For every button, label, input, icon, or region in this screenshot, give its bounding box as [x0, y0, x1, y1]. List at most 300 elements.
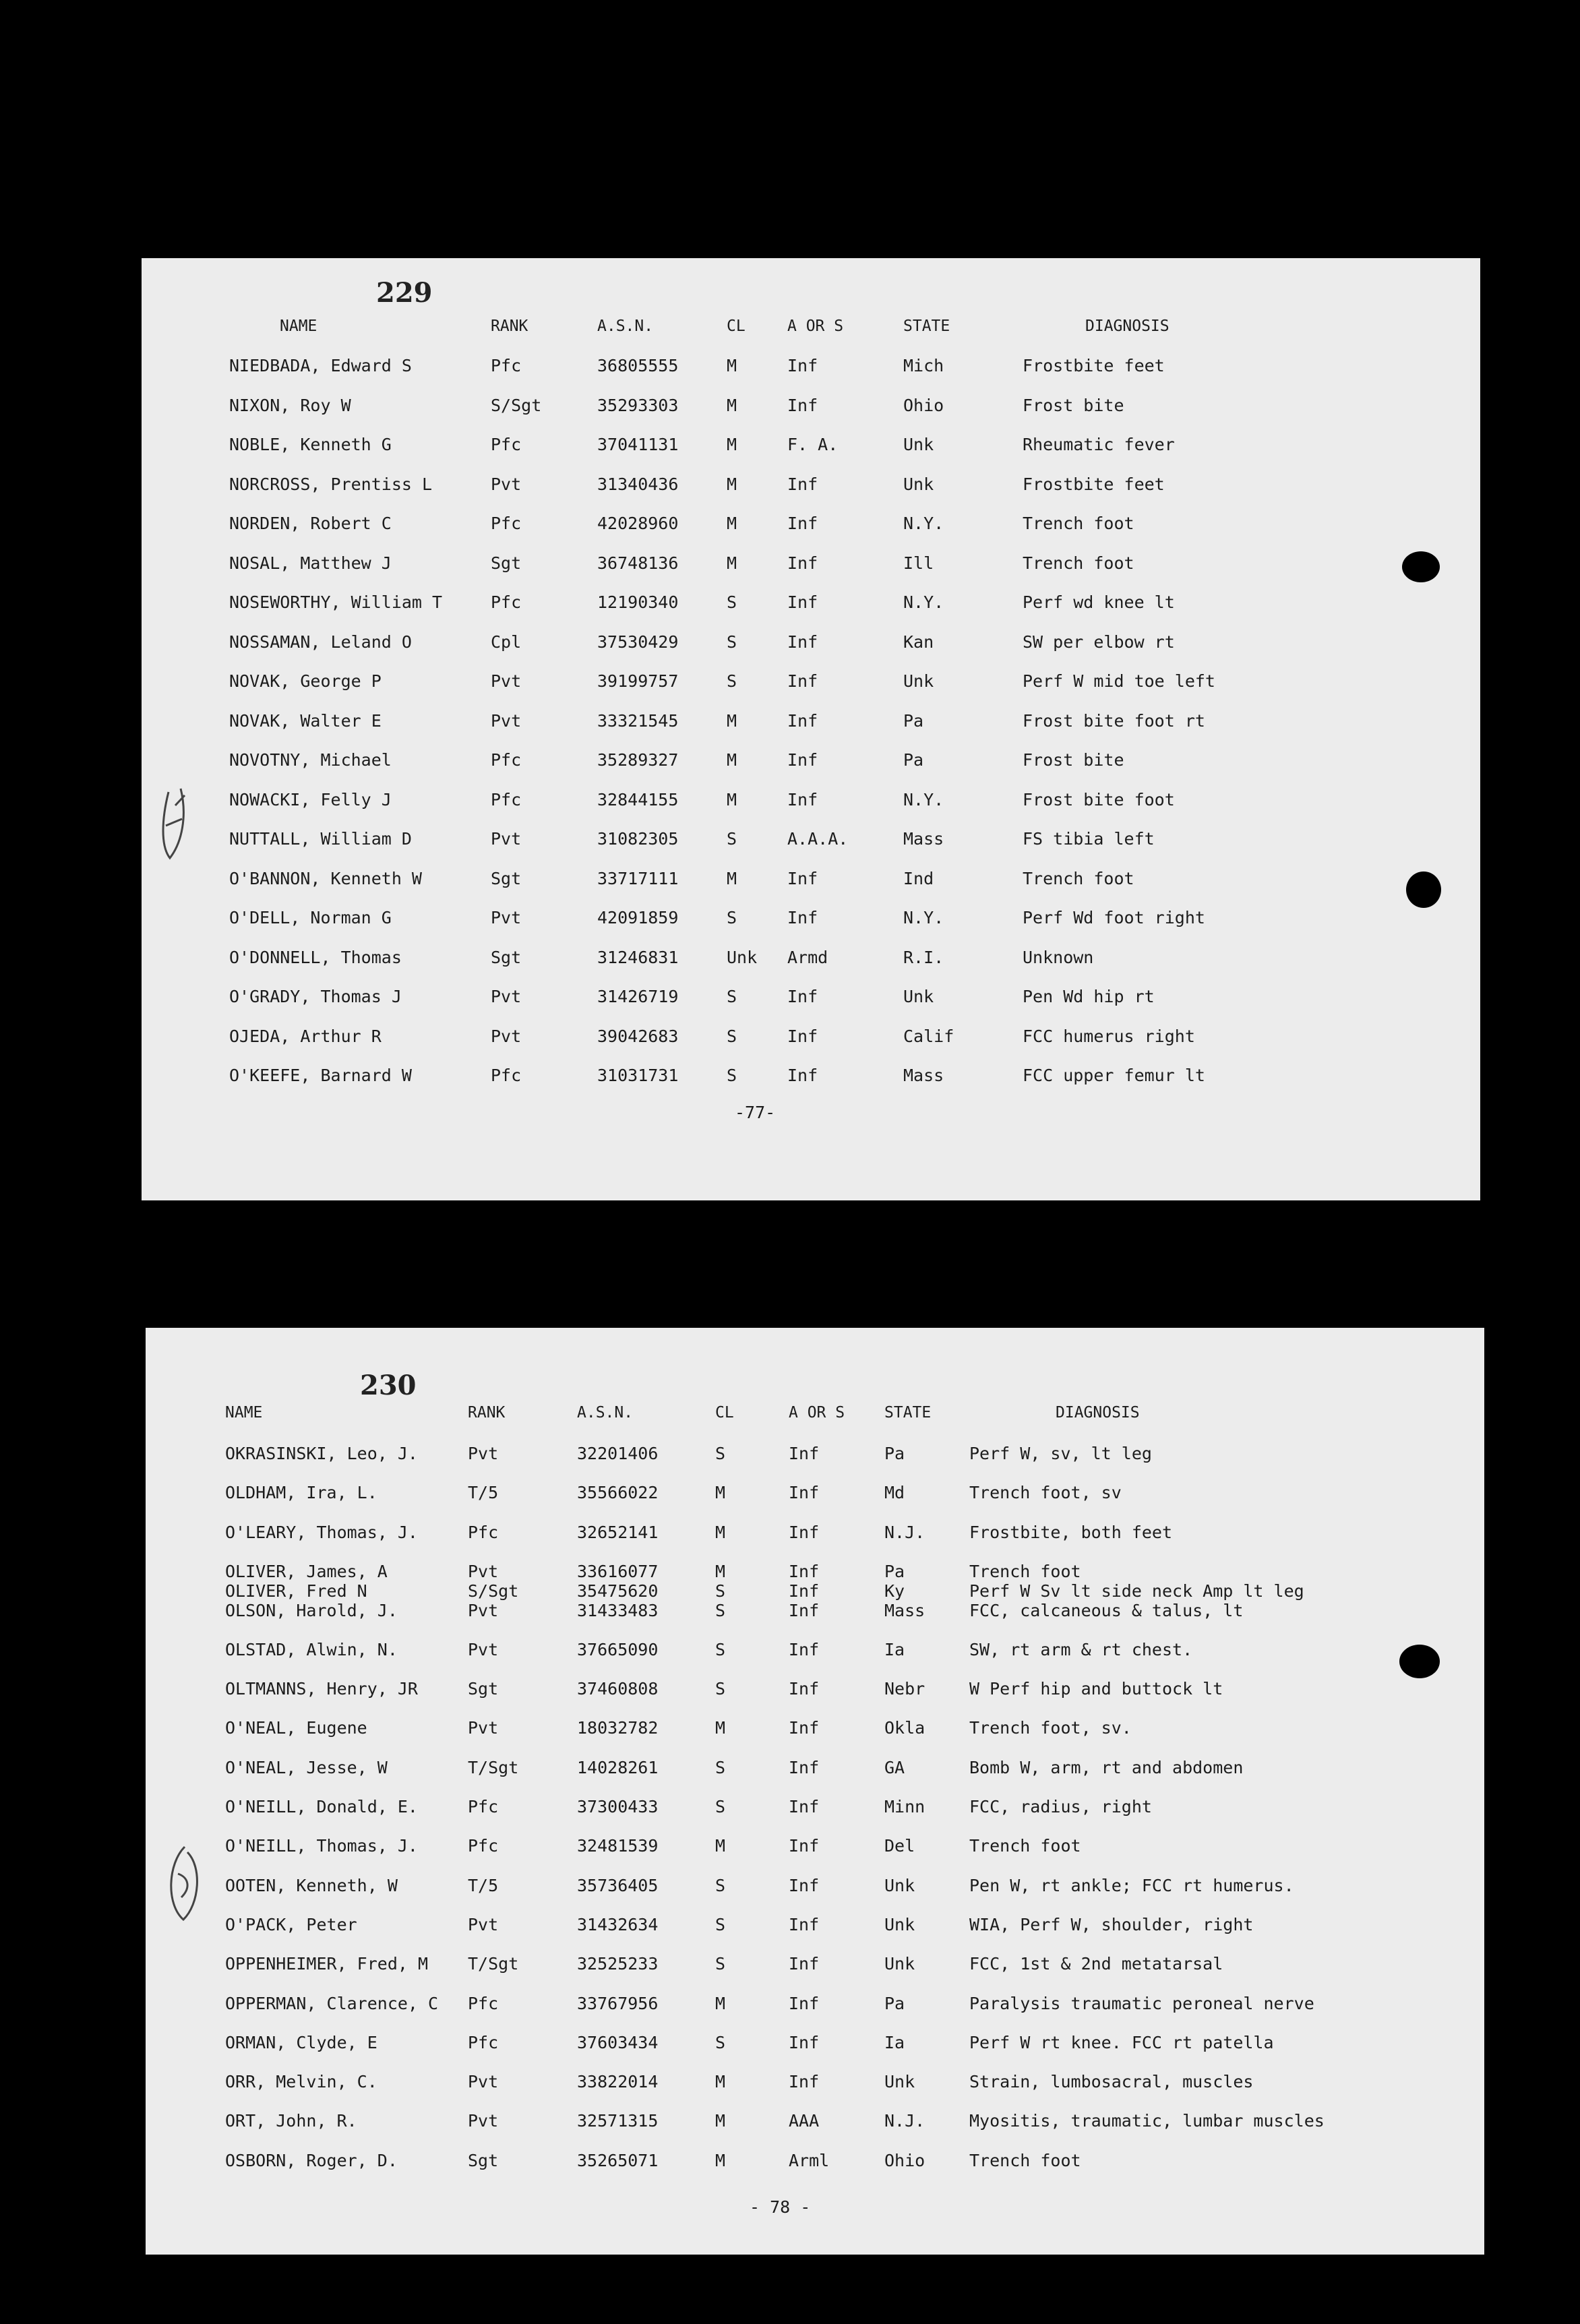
- cell-aors: Inf: [787, 868, 818, 888]
- cell-diagnosis: Perf W Sv lt side neck Amp lt leg: [969, 1581, 1304, 1601]
- table-row: [142, 514, 1480, 534]
- cell-aors: Inf: [789, 1679, 820, 1699]
- cell-rank: Pvt: [491, 908, 522, 927]
- card-number: 230: [360, 1370, 417, 1401]
- table-row: [146, 1679, 1484, 1699]
- table-row: [146, 1581, 1484, 1601]
- cell-rank: Pfc: [491, 356, 522, 375]
- table-row: [142, 1066, 1480, 1086]
- header-rank: RANK: [491, 317, 528, 335]
- table-row: [142, 396, 1480, 416]
- cell-diagnosis: Frost bite foot rt: [1023, 710, 1205, 731]
- cell-diagnosis: Trench foot: [969, 1561, 1081, 1581]
- cell-asn: 42091859: [597, 908, 679, 927]
- cell-name: OLSON, Harold, J.: [225, 1600, 398, 1620]
- cell-state: Nebr: [884, 1679, 925, 1699]
- cell-asn: 42028960: [597, 514, 679, 533]
- cell-name: OLDHAM, Ira, L.: [225, 1483, 377, 1503]
- cell-diagnosis: SW, rt arm & rt chest.: [969, 1639, 1193, 1659]
- table-row: [142, 711, 1480, 731]
- cell-state: Ill: [903, 553, 934, 573]
- header-cl: CL: [727, 317, 746, 335]
- cell-asn: 32571315: [577, 2111, 659, 2131]
- cell-rank: Pvt: [468, 1444, 499, 1463]
- cell-aors: Inf: [789, 1875, 820, 1895]
- cell-cl: M: [715, 2150, 726, 2170]
- cell-cl: S: [715, 1444, 726, 1463]
- cell-aors: Inf: [789, 1914, 820, 1934]
- cell-aors: Inf: [789, 1522, 820, 1542]
- table-row: [146, 1562, 1484, 1582]
- cell-cl: M: [727, 474, 737, 494]
- cell-diagnosis: Frost bite foot: [1023, 789, 1175, 809]
- cell-cl: S: [715, 1639, 726, 1659]
- cell-name: NOSAL, Matthew J: [229, 553, 392, 573]
- cell-state: Mass: [903, 829, 944, 849]
- cell-asn: 33321545: [597, 710, 679, 731]
- cell-rank: Cpl: [491, 632, 522, 652]
- cell-state: Unk: [903, 671, 934, 691]
- table-row: [142, 632, 1480, 652]
- cell-asn: 37300433: [577, 1797, 659, 1816]
- cell-cl: S: [715, 1581, 726, 1601]
- card-number: 229: [376, 277, 433, 309]
- cell-rank: Pvt: [491, 474, 522, 494]
- cell-cl: S: [727, 1026, 737, 1046]
- table-row: [146, 1797, 1484, 1817]
- cell-name: NIEDBADA, Edward S: [229, 356, 412, 375]
- table-row: [146, 1954, 1484, 1974]
- cell-state: N.J.: [884, 2111, 925, 2131]
- header-name: NAME: [225, 1404, 263, 1421]
- cell-name: NIXON, Roy W: [229, 395, 351, 415]
- cell-cl: M: [715, 1836, 726, 1856]
- cell-diagnosis: FCC upper femur lt: [1023, 1066, 1205, 1085]
- cell-rank: Pfc: [491, 1066, 522, 1085]
- cell-name: OLIVER, James, A: [225, 1561, 388, 1581]
- cell-rank: Pvt: [468, 1600, 499, 1620]
- cell-diagnosis: FCC humerus right: [1023, 1026, 1195, 1046]
- table-row: [142, 987, 1480, 1007]
- cell-diagnosis: Perf wd knee lt: [1023, 592, 1175, 612]
- cell-aors: Inf: [787, 908, 818, 927]
- cell-asn: 37665090: [577, 1639, 659, 1659]
- cell-aors: Inf: [787, 592, 818, 612]
- cell-rank: Sgt: [491, 868, 522, 888]
- cell-aors: Inf: [787, 474, 818, 494]
- cell-name: O'NEAL, Eugene: [225, 1718, 367, 1738]
- cell-cl: M: [727, 789, 737, 809]
- cell-aors: Arml: [789, 2150, 830, 2170]
- table-row: [146, 2111, 1484, 2131]
- cell-diagnosis: Perf W, sv, lt leg: [969, 1444, 1152, 1463]
- cell-rank: Pfc: [468, 1522, 499, 1542]
- cell-state: Okla: [884, 1718, 925, 1738]
- cell-asn: 31031731: [597, 1066, 679, 1085]
- cell-asn: 35293303: [597, 395, 679, 415]
- cell-aors: AAA: [789, 2111, 820, 2131]
- cell-diagnosis: Strain, lumbosacral, muscles: [969, 2072, 1254, 2092]
- cell-name: O'PACK, Peter: [225, 1914, 357, 1934]
- cell-diagnosis: Frost bite: [1023, 395, 1124, 415]
- cell-name: NORCROSS, Prentiss L: [229, 474, 433, 494]
- cell-cl: M: [715, 2072, 726, 2092]
- cell-name: NUTTALL, William D: [229, 829, 412, 849]
- casualty-card-229: [142, 258, 1480, 1200]
- table-row: [146, 1836, 1484, 1856]
- cell-rank: Pfc: [491, 789, 522, 809]
- cell-diagnosis: FCC, radius, right: [969, 1797, 1152, 1816]
- cell-rank: T/5: [468, 1875, 499, 1895]
- cell-name: OJEDA, Arthur R: [229, 1026, 382, 1046]
- cell-aors: Inf: [787, 395, 818, 415]
- cell-diagnosis: Pen Wd hip rt: [1023, 987, 1155, 1006]
- header-a-or-s: A OR S: [787, 317, 844, 335]
- cell-cl: S: [715, 1954, 726, 1974]
- cell-name: OPPENHEIMER, Fred, M: [225, 1954, 429, 1974]
- cell-asn: 35566022: [577, 1483, 659, 1503]
- cell-name: O'DELL, Norman G: [229, 908, 392, 927]
- cell-aors: Inf: [789, 1483, 820, 1503]
- cell-cl: S: [727, 908, 737, 927]
- cell-cl: M: [727, 395, 737, 415]
- cell-asn: 31432634: [577, 1914, 659, 1934]
- cell-diagnosis: Rheumatic fever: [1023, 435, 1175, 454]
- cell-rank: Pfc: [491, 750, 522, 770]
- cell-asn: 14028261: [577, 1757, 659, 1777]
- cell-diagnosis: Frostbite feet: [1023, 356, 1165, 375]
- cell-state: R.I.: [903, 947, 944, 967]
- cell-state: Unk: [903, 474, 934, 494]
- cell-state: GA: [884, 1757, 905, 1777]
- cell-state: N.Y.: [903, 789, 944, 809]
- cell-asn: 31082305: [597, 829, 679, 849]
- cell-name: OOTEN, Kenneth, W: [225, 1875, 398, 1895]
- cell-cl: M: [727, 435, 737, 454]
- cell-aors: Inf: [787, 632, 818, 652]
- cell-rank: Pfc: [468, 1797, 499, 1816]
- table-row: [142, 553, 1480, 574]
- cell-asn: 18032782: [577, 1718, 659, 1738]
- cell-state: N.Y.: [903, 908, 944, 927]
- cell-diagnosis: Trench foot: [969, 1836, 1081, 1856]
- cell-cl: S: [715, 1875, 726, 1895]
- table-row: [146, 1915, 1484, 1935]
- cell-rank: S/Sgt: [468, 1581, 519, 1601]
- cell-name: NOBLE, Kenneth G: [229, 435, 392, 454]
- header-diagnosis: DIAGNOSIS: [1085, 317, 1169, 335]
- cell-rank: Pvt: [468, 1639, 499, 1659]
- cell-rank: T/Sgt: [468, 1954, 519, 1974]
- header-row: [142, 317, 1480, 338]
- cell-asn: 31433483: [577, 1600, 659, 1620]
- table-row: [142, 475, 1480, 495]
- table-row: [142, 829, 1480, 849]
- cell-asn: 35475620: [577, 1581, 659, 1601]
- cell-name: OKRASINSKI, Leo, J.: [225, 1444, 418, 1463]
- cell-state: Ind: [903, 868, 934, 888]
- cell-diagnosis: Perf Wd foot right: [1023, 908, 1205, 927]
- pencil-mark: [155, 778, 202, 866]
- header-state: STATE: [884, 1404, 932, 1421]
- table-row: [146, 1718, 1484, 1738]
- cell-aors: Inf: [787, 671, 818, 691]
- cell-cl: S: [727, 671, 737, 691]
- cell-diagnosis: Unknown: [1023, 947, 1094, 967]
- table-row: [146, 1758, 1484, 1778]
- cell-aors: Inf: [787, 750, 818, 770]
- ink-blot: [1406, 872, 1441, 908]
- cell-aors: Inf: [789, 1757, 820, 1777]
- cell-rank: Pvt: [468, 1914, 499, 1934]
- cell-rank: Pvt: [491, 710, 522, 731]
- header-diagnosis: DIAGNOSIS: [1056, 1404, 1140, 1421]
- cell-aors: Inf: [789, 1581, 820, 1601]
- ink-blot: [1399, 1645, 1440, 1678]
- cell-state: Mich: [903, 356, 944, 375]
- cell-name: OLTMANNS, Henry, JR: [225, 1679, 418, 1699]
- cell-asn: 33822014: [577, 2072, 659, 2092]
- cell-aors: Inf: [789, 1718, 820, 1738]
- cell-diagnosis: Frostbite feet: [1023, 474, 1165, 494]
- cell-cl: S: [727, 632, 737, 652]
- cell-state: Ohio: [903, 395, 944, 415]
- cell-asn: 36748136: [597, 553, 679, 573]
- header-state: STATE: [903, 317, 950, 335]
- cell-aors: Inf: [789, 1954, 820, 1974]
- cell-rank: Pvt: [468, 2111, 499, 2131]
- table-row: [142, 435, 1480, 455]
- cell-state: Del: [884, 1836, 915, 1856]
- cell-name: OSBORN, Roger, D.: [225, 2150, 398, 2170]
- cell-asn: 31426719: [597, 987, 679, 1006]
- cell-diagnosis: Trench foot: [1023, 868, 1134, 888]
- cell-state: N.J.: [884, 1522, 925, 1542]
- header-a-or-s: A OR S: [789, 1404, 845, 1421]
- cell-diagnosis: Trench foot, sv.: [969, 1718, 1132, 1738]
- table-row: [142, 790, 1480, 810]
- cell-name: ORR, Melvin, C.: [225, 2072, 377, 2092]
- cell-cl: S: [715, 2032, 726, 2052]
- cell-diagnosis: Trench foot, sv: [969, 1483, 1122, 1503]
- cell-diagnosis: Frostbite, both feet: [969, 1522, 1173, 1542]
- cell-state: Pa: [884, 1993, 905, 2013]
- cell-rank: Pvt: [491, 1026, 522, 1046]
- cell-name: NOWACKI, Felly J: [229, 789, 392, 809]
- cell-state: N.Y.: [903, 514, 944, 533]
- cell-cl: M: [715, 1483, 726, 1503]
- cell-rank: Pfc: [491, 514, 522, 533]
- table-row: [142, 356, 1480, 376]
- table-row: [142, 908, 1480, 928]
- cell-state: Minn: [884, 1797, 925, 1816]
- cell-name: NOVOTNY, Michael: [229, 750, 392, 770]
- header-cl: CL: [715, 1404, 734, 1421]
- cell-cl: M: [715, 1718, 726, 1738]
- cell-cl: S: [715, 1679, 726, 1699]
- header-row: [146, 1404, 1484, 1424]
- cell-rank: Pvt: [468, 2072, 499, 2092]
- cell-rank: Sgt: [491, 947, 522, 967]
- cell-aors: Armd: [787, 947, 828, 967]
- table-row: [142, 869, 1480, 889]
- cell-aors: A.A.A.: [787, 829, 849, 849]
- table-row: [146, 1640, 1484, 1660]
- cell-aors: F. A.: [787, 435, 839, 454]
- cell-asn: 36805555: [597, 356, 679, 375]
- cell-asn: 35289327: [597, 750, 679, 770]
- cell-state: Ky: [884, 1581, 905, 1601]
- casualty-card-230: [146, 1328, 1484, 2255]
- cell-rank: Pvt: [491, 987, 522, 1006]
- cell-name: O'LEARY, Thomas, J.: [225, 1522, 418, 1542]
- cell-asn: 32481539: [577, 1836, 659, 1856]
- cell-aors: Inf: [787, 1026, 818, 1046]
- cell-rank: T/Sgt: [468, 1757, 519, 1777]
- cell-rank: S/Sgt: [491, 395, 542, 415]
- cell-asn: 31340436: [597, 474, 679, 494]
- cell-rank: Pvt: [491, 829, 522, 849]
- cell-asn: 37041131: [597, 435, 679, 454]
- table-row: [146, 1523, 1484, 1543]
- cell-cl: Unk: [727, 947, 758, 967]
- cell-asn: 37603434: [577, 2032, 659, 2052]
- cell-name: O'GRADY, Thomas J: [229, 987, 402, 1006]
- cell-asn: 39042683: [597, 1026, 679, 1046]
- cell-diagnosis: Paralysis traumatic peroneal nerve: [969, 1993, 1314, 2013]
- header-asn: A.S.N.: [577, 1404, 634, 1421]
- cell-cl: S: [727, 987, 737, 1006]
- cell-state: Unk: [884, 1954, 915, 1974]
- ink-blot: [1402, 551, 1440, 582]
- cell-name: NORDEN, Robert C: [229, 514, 392, 533]
- cell-cl: S: [727, 829, 737, 849]
- table-row: [146, 2033, 1484, 2053]
- cell-state: Unk: [884, 1914, 915, 1934]
- cell-name: OLSTAD, Alwin, N.: [225, 1639, 398, 1659]
- cell-asn: 32525233: [577, 1954, 659, 1974]
- table-row: [142, 948, 1480, 968]
- cell-asn: 12190340: [597, 592, 679, 612]
- cell-cl: M: [727, 356, 737, 375]
- cell-cl: M: [727, 868, 737, 888]
- cell-rank: Pvt: [468, 1561, 499, 1581]
- cell-name: O'NEILL, Donald, E.: [225, 1797, 418, 1816]
- cell-diagnosis: W Perf hip and buttock lt: [969, 1679, 1223, 1699]
- cell-cl: M: [727, 514, 737, 533]
- cell-state: Md: [884, 1483, 905, 1503]
- cell-state: Ohio: [884, 2150, 925, 2170]
- cell-state: Kan: [903, 632, 934, 652]
- cell-cl: M: [727, 750, 737, 770]
- cell-diagnosis: Bomb W, arm, rt and abdomen: [969, 1757, 1244, 1777]
- cell-state: N.Y.: [903, 592, 944, 612]
- cell-aors: Inf: [789, 1444, 820, 1463]
- cell-name: O'DONNELL, Thomas: [229, 947, 402, 967]
- cell-cl: S: [715, 1600, 726, 1620]
- cell-aors: Inf: [787, 789, 818, 809]
- table-row: [146, 1876, 1484, 1896]
- cell-state: Unk: [903, 435, 934, 454]
- cell-aors: Inf: [789, 2072, 820, 2092]
- table-row: [142, 750, 1480, 770]
- cell-diagnosis: FS tibia left: [1023, 829, 1155, 849]
- cell-cl: S: [727, 1066, 737, 1085]
- cell-cl: M: [715, 1993, 726, 2013]
- cell-aors: Inf: [789, 1993, 820, 2013]
- cell-rank: Pfc: [468, 1993, 499, 2013]
- cell-state: Unk: [884, 2072, 915, 2092]
- cell-diagnosis: SW per elbow rt: [1023, 632, 1175, 652]
- table-row: [146, 2151, 1484, 2171]
- cell-name: O'BANNON, Kenneth W: [229, 868, 422, 888]
- cell-rank: Pfc: [491, 592, 522, 612]
- cell-name: NOSEWORTHY, William T: [229, 592, 443, 612]
- cell-diagnosis: Myositis, traumatic, lumbar muscles: [969, 2111, 1325, 2131]
- cell-aors: Inf: [787, 1066, 818, 1085]
- cell-diagnosis: FCC, 1st & 2nd metatarsal: [969, 1954, 1223, 1974]
- cell-diagnosis: Frost bite: [1023, 750, 1124, 770]
- cell-asn: 31246831: [597, 947, 679, 967]
- cell-rank: Pfc: [491, 435, 522, 454]
- cell-diagnosis: Trench foot: [969, 2150, 1081, 2170]
- page-number: - 78 -: [750, 2197, 811, 2217]
- page-number: -77-: [735, 1103, 776, 1122]
- cell-aors: Inf: [787, 553, 818, 573]
- cell-cl: S: [715, 1914, 726, 1934]
- cell-state: Unk: [884, 1875, 915, 1895]
- header-asn: A.S.N.: [597, 317, 654, 335]
- cell-rank: Pvt: [491, 671, 522, 691]
- cell-cl: M: [727, 710, 737, 731]
- cell-state: Unk: [903, 987, 934, 1006]
- cell-cl: M: [715, 1561, 726, 1581]
- cell-aors: Inf: [789, 1836, 820, 1856]
- cell-asn: 32652141: [577, 1522, 659, 1542]
- cell-asn: 32201406: [577, 1444, 659, 1463]
- cell-state: Ia: [884, 2032, 905, 2052]
- header-name: NAME: [280, 317, 317, 335]
- table-row: [146, 2072, 1484, 2092]
- cell-aors: Inf: [787, 710, 818, 731]
- cell-name: ORT, John, R.: [225, 2111, 357, 2131]
- cell-asn: 37460808: [577, 1679, 659, 1699]
- cell-asn: 39199757: [597, 671, 679, 691]
- cell-diagnosis: Perf W mid toe left: [1023, 671, 1215, 691]
- cell-rank: Sgt: [468, 2150, 499, 2170]
- table-row: [142, 592, 1480, 613]
- cell-name: O'KEEFE, Barnard W: [229, 1066, 412, 1085]
- cell-diagnosis: WIA, Perf W, shoulder, right: [969, 1914, 1254, 1934]
- cell-aors: Inf: [787, 356, 818, 375]
- cell-name: NOSSAMAN, Leland O: [229, 632, 412, 652]
- table-row: [146, 1444, 1484, 1464]
- cell-diagnosis: Perf W rt knee. FCC rt patella: [969, 2032, 1274, 2052]
- cell-rank: Pfc: [468, 2032, 499, 2052]
- table-row: [146, 1601, 1484, 1621]
- cell-aors: Inf: [787, 987, 818, 1006]
- cell-name: OLIVER, Fred N: [225, 1581, 367, 1601]
- table-row: [142, 1027, 1480, 1047]
- cell-aors: Inf: [789, 1600, 820, 1620]
- cell-aors: Inf: [789, 1561, 820, 1581]
- cell-name: OPPERMAN, Clarence, C: [225, 1993, 439, 2013]
- header-rank: RANK: [468, 1404, 506, 1421]
- cell-aors: Inf: [789, 1797, 820, 1816]
- cell-diagnosis: Pen W, rt ankle; FCC rt humerus.: [969, 1875, 1294, 1895]
- cell-state: Ia: [884, 1639, 905, 1659]
- table-row: [146, 1483, 1484, 1503]
